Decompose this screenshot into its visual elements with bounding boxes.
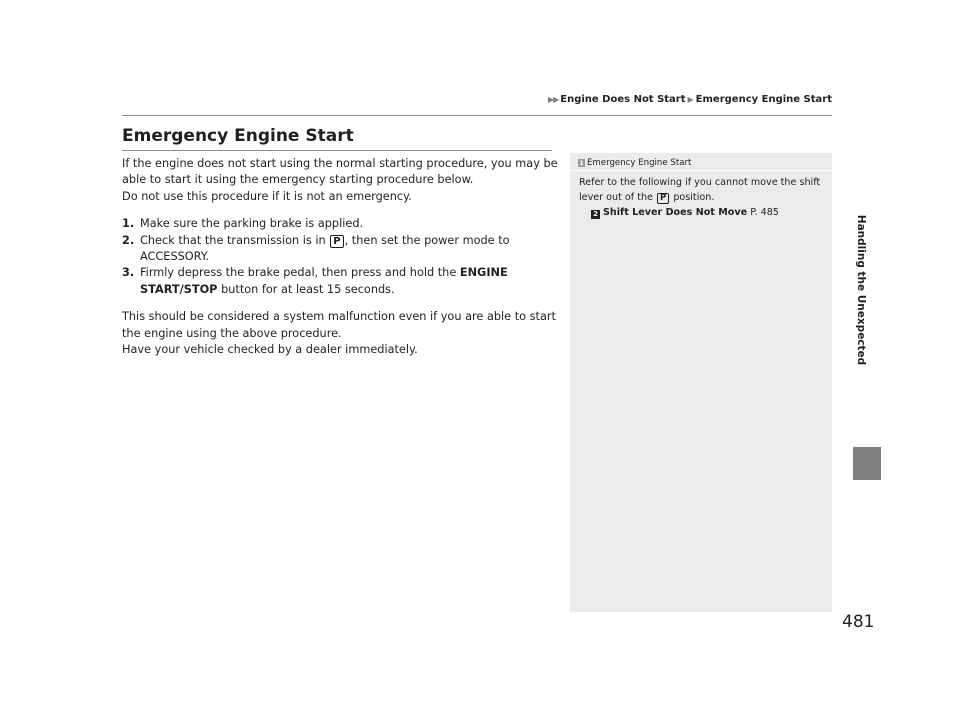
- header-divider: [122, 115, 832, 116]
- breadcrumb-item-emergency-engine-start[interactable]: Emergency Engine Start: [695, 94, 832, 105]
- side-note-title-text: Emergency Engine Start: [587, 158, 692, 168]
- step-2: [122, 233, 562, 266]
- outro-paragraph: This should be considered a system malfunction even if you are able to start the engine using the above procedure.: [122, 310, 556, 340]
- side-note-panel: [570, 153, 832, 612]
- side-note-text: [579, 175, 827, 205]
- cross-reference-link[interactable]: [579, 205, 827, 220]
- intro-warning: Do not use this procedure if it is not an emergency.: [122, 189, 412, 203]
- breadcrumb-item-engine-does-not-start[interactable]: Engine Does Not Start: [560, 94, 686, 105]
- title-divider: [122, 150, 552, 151]
- breadcrumb-separator-icon: ▶: [687, 95, 694, 104]
- step-text-part: , then set the power mode to ACCESSORY.: [140, 233, 510, 264]
- step-text-part: Firmly depress the brake pedal, then press and hold the: [140, 266, 457, 280]
- step-1: [122, 216, 562, 232]
- step-text: Make sure the parking brake is applied.: [140, 217, 364, 231]
- breadcrumb-arrow-icon: ▶▶: [547, 95, 559, 104]
- step-text-part: Check that the transmission is in: [140, 233, 326, 247]
- breadcrumb: [548, 94, 832, 105]
- side-note-body: [579, 175, 827, 220]
- step-number: 2.: [122, 233, 135, 247]
- page-number: 481: [842, 612, 875, 632]
- side-note-text-part: position.: [673, 192, 715, 203]
- step-number: 3.: [122, 266, 135, 280]
- outro-advice: Have your vehicle checked by a dealer immediately.: [122, 343, 418, 357]
- side-note-title: [578, 158, 691, 168]
- step-text-part: button for at least 15 seconds.: [221, 282, 395, 296]
- engine-start-stop-label: ENGINE START/STOP: [140, 266, 508, 296]
- page-title: Emergency Engine Start: [122, 126, 354, 146]
- reference-page: P. 485: [750, 207, 779, 218]
- section-tab-marker: [853, 447, 881, 480]
- side-note-text-part: Refer to the following if you cannot move the shift lever out of the: [579, 177, 821, 203]
- park-key-icon: P: [330, 235, 343, 248]
- note-number-badge: 1: [579, 159, 584, 167]
- step-text: [140, 233, 562, 266]
- intro-paragraph: If the engine does not start using the normal starting procedure, you may be able to start it using the emergency starting procedure below.: [122, 157, 558, 187]
- reference-title: Shift Lever Does Not Move: [603, 207, 748, 218]
- reference-arrow-icon: 2: [591, 210, 600, 219]
- park-key-icon: P: [657, 193, 669, 204]
- step-3: [122, 265, 562, 298]
- step-number: 1.: [122, 217, 135, 231]
- main-body: [122, 156, 562, 358]
- side-note-divider: [570, 170, 832, 171]
- step-text: [140, 265, 562, 298]
- section-tab-label: Handling the Unexpected: [855, 214, 867, 366]
